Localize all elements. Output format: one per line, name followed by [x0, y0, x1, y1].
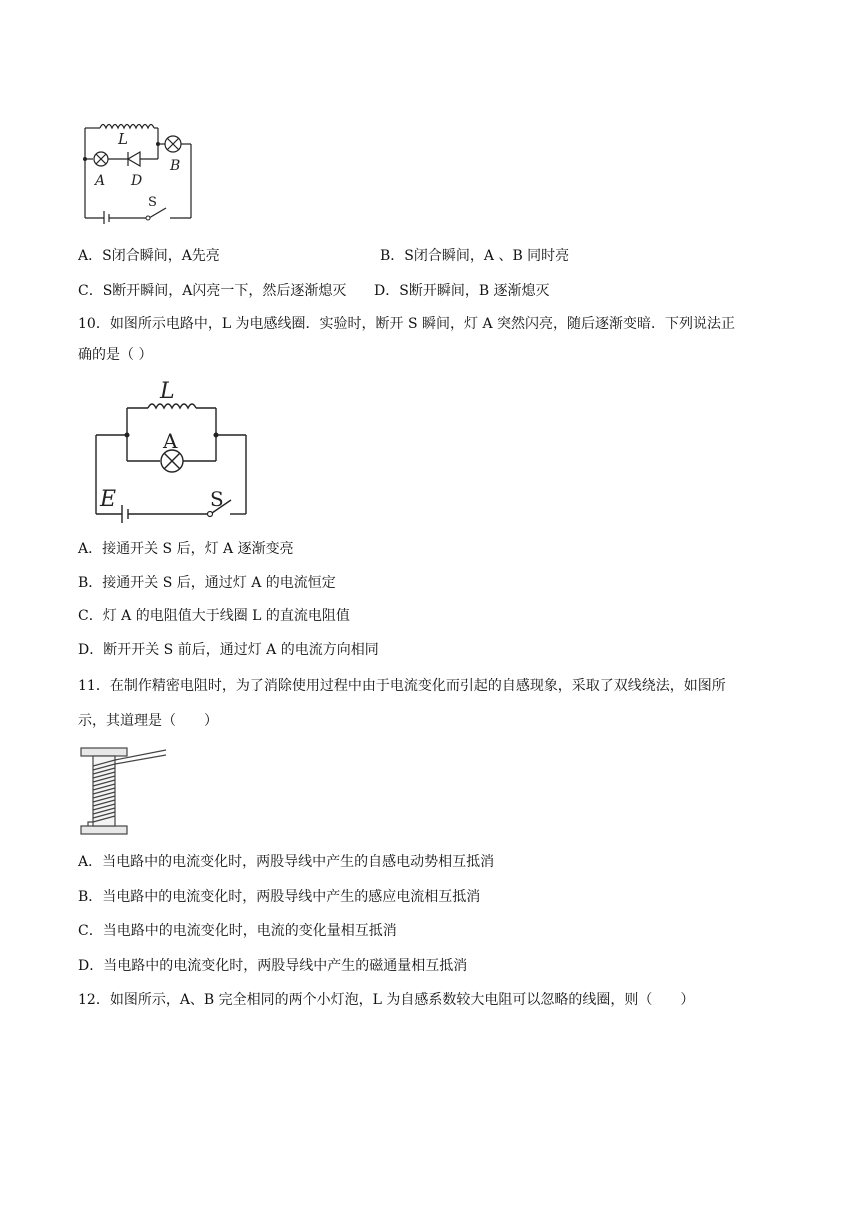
q12-stem-line1: 12．如图所示，A、B 完全相同的两个小灯泡，L 为自感系数较大电阻可以忽略的线圈，则（ ）: [78, 992, 695, 1008]
q10-option-c: C．灯 A 的电阻值大于线圈 L 的直流电阻值: [78, 608, 350, 624]
q10-label-S: S: [210, 487, 224, 511]
q11-stem-line2: 示，其道理是（ ）: [78, 713, 218, 729]
q9-option-b: B．S闭合瞬间，A 、B 同时亮: [380, 248, 570, 264]
q9-label-L: L: [118, 130, 128, 148]
q10-option-b: B．接通开关 S 后，通过灯 A 的电流恒定: [78, 575, 336, 591]
q10-option-a: A．接通开关 S 后，灯 A 逐渐变亮: [78, 541, 294, 557]
q10-label-E: E: [100, 487, 117, 512]
q10-circuit-diagram: [90, 376, 252, 524]
q10-option-d: D．断开开关 S 前后，通过灯 A 的电流方向相同: [78, 642, 379, 658]
q9-circuit-diagram: [78, 112, 198, 224]
q11-option-b: B．当电路中的电流变化时，两股导线中产生的感应电流相互抵消: [78, 889, 481, 905]
q10-stem-line2: 确的是（ ）: [78, 347, 153, 363]
q10-label-A: A: [163, 429, 178, 453]
q10-label-L: L: [160, 379, 175, 404]
q10-stem-line1: 10．如图所示电路中，L 为电感线圈．实验时，断开 S 瞬间，灯 A 突然闪亮，随后逐渐变暗．下列说法正: [78, 316, 736, 332]
q11-bifilar-coil-diagram: [78, 746, 170, 838]
q11-option-d: D．当电路中的电流变化时，两股导线中产生的磁通量相互抵消: [78, 958, 468, 974]
q9-option-c: C．S断开瞬间，A闪亮一下，然后逐渐熄灭: [78, 283, 347, 299]
q9-label-S: S: [148, 195, 157, 210]
q11-option-c: C．当电路中的电流变化时，电流的变化量相互抵消: [78, 923, 397, 939]
q9-label-A: A: [95, 173, 106, 189]
q9-option-a: A．S闭合瞬间，A先亮: [78, 248, 220, 264]
q9-label-D: D: [131, 173, 143, 189]
q9-label-B: B: [170, 158, 181, 174]
q11-stem-line1: 11．在制作精密电阻时，为了消除使用过程中由于电流变化而引起的自感现象，采取了双线绕法，如图所: [78, 678, 726, 694]
q9-option-d: D．S断开瞬间，B 逐渐熄灭: [374, 283, 550, 299]
q11-option-a: A．当电路中的电流变化时，两股导线中产生的自感电动势相互抵消: [78, 854, 495, 870]
